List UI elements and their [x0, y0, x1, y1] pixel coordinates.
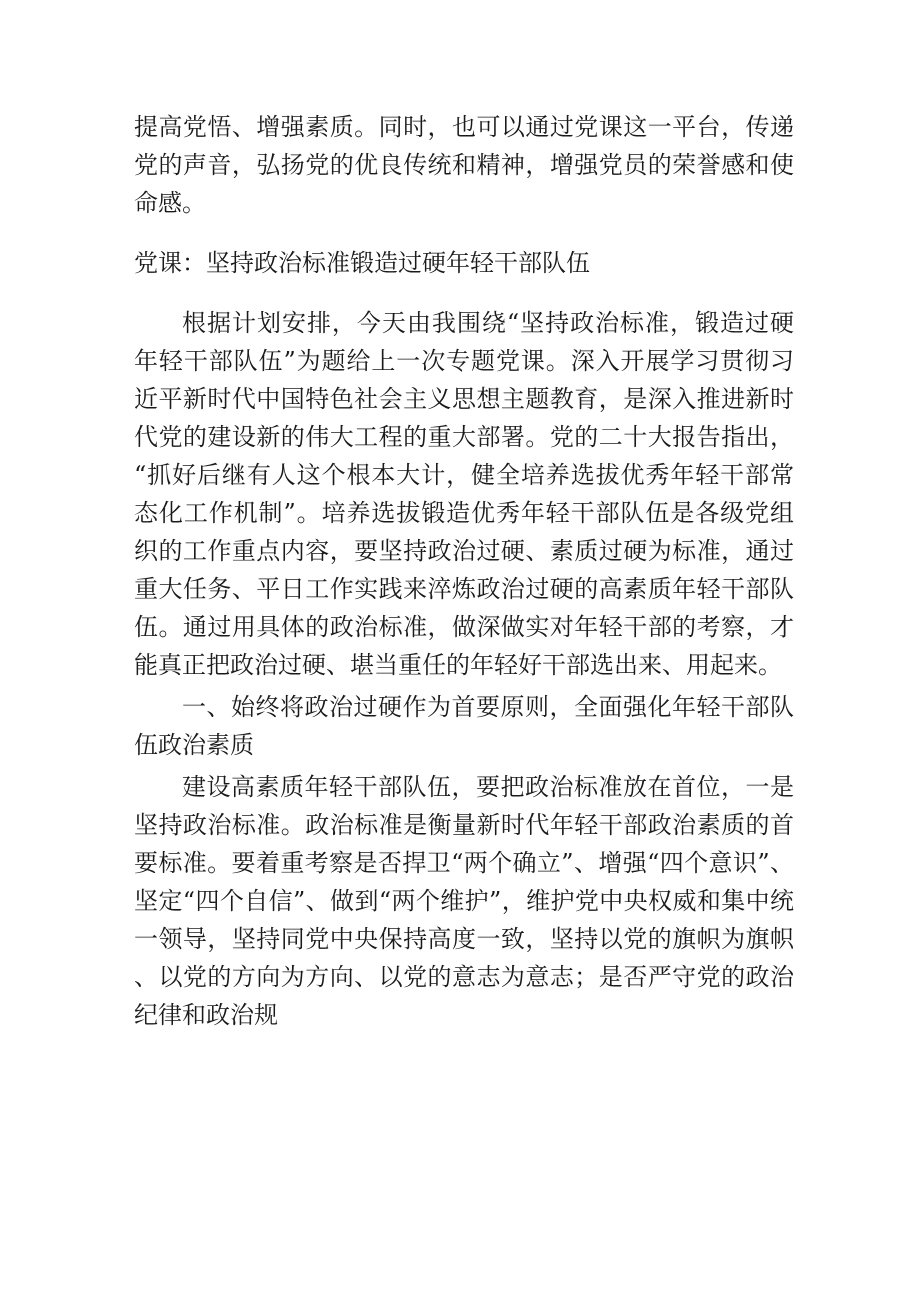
paragraph-continuation: 提高党悟、增强素质。同时，也可以通过党课这一平台，传递党的声音，弘扬党的优良传统和精神，增强党员的荣誉感和使命感。	[134, 113, 794, 217]
section-title: 党课：坚持政治标准锻造过硬年轻干部队伍	[134, 249, 590, 277]
heading-section-one: 一、始终将政治过硬作为首要原则，全面强化年轻干部队伍政治素质	[134, 693, 794, 759]
document-body	[134, 108, 794, 1034]
paragraph-intro: 根据计划安排，今天由我围绕“坚持政治标准，锻造过硬年轻干部队伍”为题给上一次专题党课。深入开展学习贯彻习近平新时代中国特色社会主义思想主题教育，是深入推进新时代党的建设新的伟大工程的重大部署。党的二十大报告指出，“抓好后继有人这个根本大计，健全培养选拔优秀年轻干部常态化工作机制”。培养选拔锻造优秀年轻干部队伍是各级党组织的工作重点内容，要坚持政治过硬、素质过硬为标准，通过重大任务、平日工作实践来淬炼政治过硬的高素质年轻干部队伍。通过用具体的政治标准，做深做实对年轻干部的考察，才能真正把政治过硬、堪当重任的年轻好干部选出来、用起来。	[134, 309, 794, 679]
paragraph-section-one-body: 建设高素质年轻干部队伍，要把政治标准放在首位，一是坚持政治标准。政治标准是衡量新时代年轻干部政治素质的首要标准。要着重考察是否捍卫“两个确立”、增强“四个意识”、坚定“四个自信”、做到“两个维护”，维护党中央权威和集中统一领导，坚持同党中央保持高度一致，坚持以党的旗帜为旗帜、以党的方向为方向、以党的意志为意志；是否严守党的政治纪律和政治规	[134, 773, 794, 1029]
